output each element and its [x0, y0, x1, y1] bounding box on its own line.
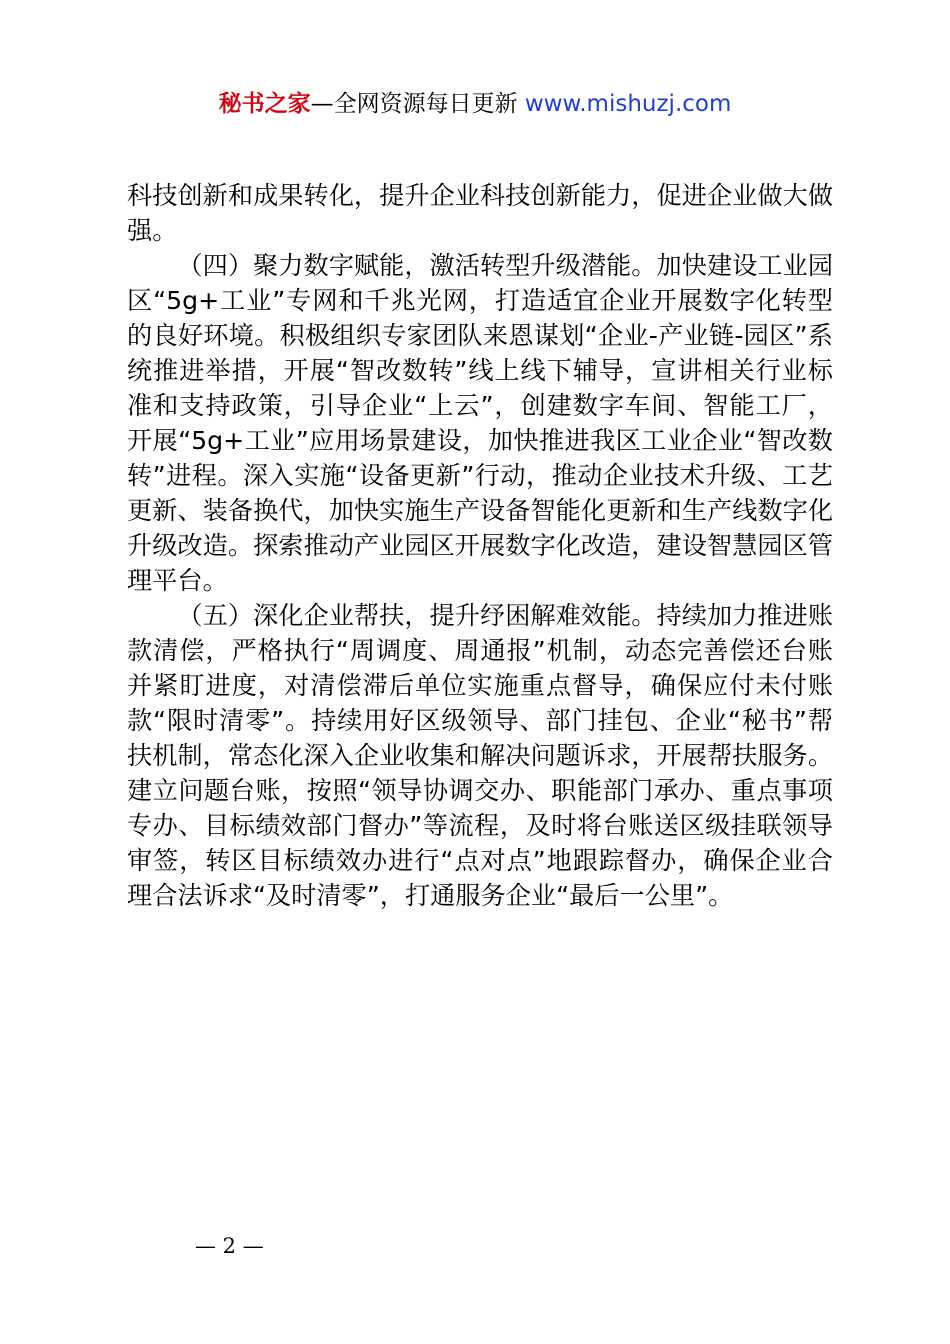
header-tagline: —全网资源每日更新	[310, 91, 525, 117]
page-header	[0, 86, 950, 122]
header-brand: 秘书之家	[218, 91, 311, 117]
paragraph-enterprise-support: （五）深化企业帮扶，提升纾困解难效能。持续加力推进账款清偿，严格执行“周调度、周通报”机制，动态完善偿还台账并紧盯进度，对清偿滞后单位实施重点督导，确保应付未付账款“限时清零”。持续用好区级领导、部门挂包、企业“秘书”帮扶机制，常态化深入企业收集和解决问题诉求，开展帮扶服务。建立问题台账，按照“领导协调交办、职能部门承办、重点事项专办、目标绩效部门督办”等流程，及时将台账送区级挂联领导审签，转区目标绩效办进行“点对点”地跟踪督办，确保企业合理合法诉求“及时清零”，打通服务企业“最后一公里”。	[127, 601, 833, 910]
document-body	[127, 178, 833, 913]
paragraph-continuation: 科技创新和成果转化，提升企业科技创新能力，促进企业做大做强。	[127, 181, 833, 245]
page-number: — 2 —	[195, 1234, 264, 1258]
paragraph-digital-empowerment: （四）聚力数字赋能，激活转型升级潜能。加快建设工业园区“5g+工业”专网和千兆光网，打造适宜企业开展数字化转型的良好环境。积极组织专家团队来恩谋划“企业-产业链-园区”系统推进举措，开展“智改数转”线上线下辅导，宣讲相关行业标准和支持政策，引导企业“上云”，创建数字车间、智能工厂，开展“5g+工业”应用场景建设，加快推进我区工业企业“智改数转”进程。深入实施“设备更新”行动，推动企业技术升级、工艺更新、装备换代，加快实施生产设备智能化更新和生产线数字化升级改造。探索推动产业园区开展数字化改造，建设智慧园区管理平台。	[127, 251, 833, 595]
header-site-url[interactable]: www.mishuzj.com	[524, 91, 732, 117]
